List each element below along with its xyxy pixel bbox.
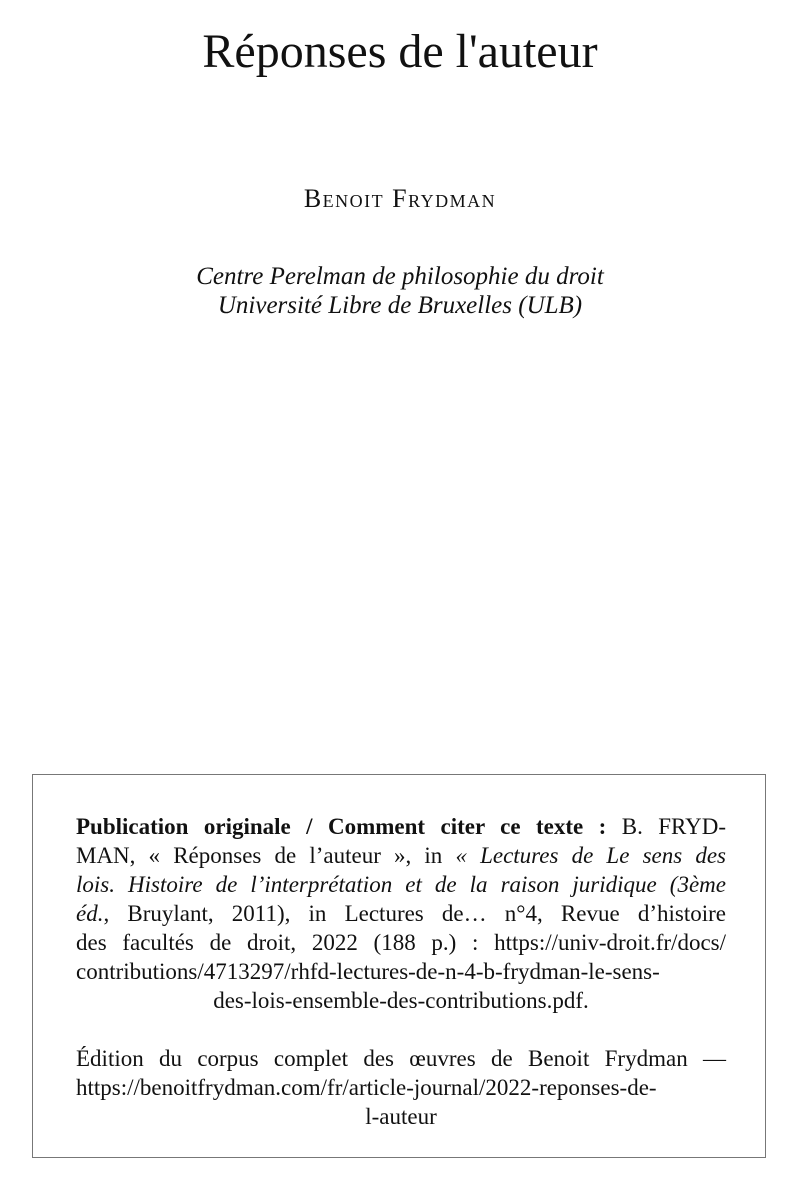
citation-text: [76, 812, 726, 1131]
author-name: Benoit Frydman: [303, 184, 497, 213]
affiliation-line-2: Université Libre de Bruxelles (ULB): [217, 292, 583, 319]
edition-line-3: l-auteur: [365, 1104, 437, 1129]
citation-line-5: des facultés de droit, 2022 (188 p.) : https://univ-droit.fr/docs/: [76, 930, 726, 955]
citation-line-1: [76, 812, 726, 841]
affiliation-line-1: Centre Perelman de philosophie du droit: [196, 263, 604, 290]
citation-line-4-b: , Bruylant, 2011), in Lectures de… n°4, Revue d’histoire: [103, 901, 726, 926]
edition-line-1: Édition du corpus complet des œuvres de Benoit Frydman —: [76, 1046, 726, 1071]
citation-line-1-rest: B. FRYD-: [621, 814, 727, 839]
citation-label: Publication originale / Comment citer ce texte :: [76, 814, 607, 839]
citation-line-2-a: MAN, « Réponses de l’auteur », in: [76, 843, 456, 868]
citation-line-7: des-lois-ensemble-des-contributions.pdf.: [213, 988, 589, 1013]
citation-line-3: lois. Histoire de l’interprétation et de la raison juridique (3ème: [76, 872, 726, 897]
citation-line-2-b: « Lectures de Le sens des: [455, 843, 726, 868]
paragraph-gap: [76, 1015, 726, 1044]
citation-line-2: [76, 841, 726, 870]
affiliation: [0, 262, 800, 320]
citation-line-4: [76, 899, 726, 928]
citation-line-4-a: éd.: [76, 901, 104, 926]
edition-line-2: https://benoitfrydman.com/fr/article-journal/2022-reponses-de-: [76, 1075, 657, 1100]
citation-line-6: contributions/4713297/rhfd-lectures-de-n-4-b-frydman-le-sens-: [76, 959, 660, 984]
page-title: Réponses de l'auteur: [202, 25, 598, 78]
